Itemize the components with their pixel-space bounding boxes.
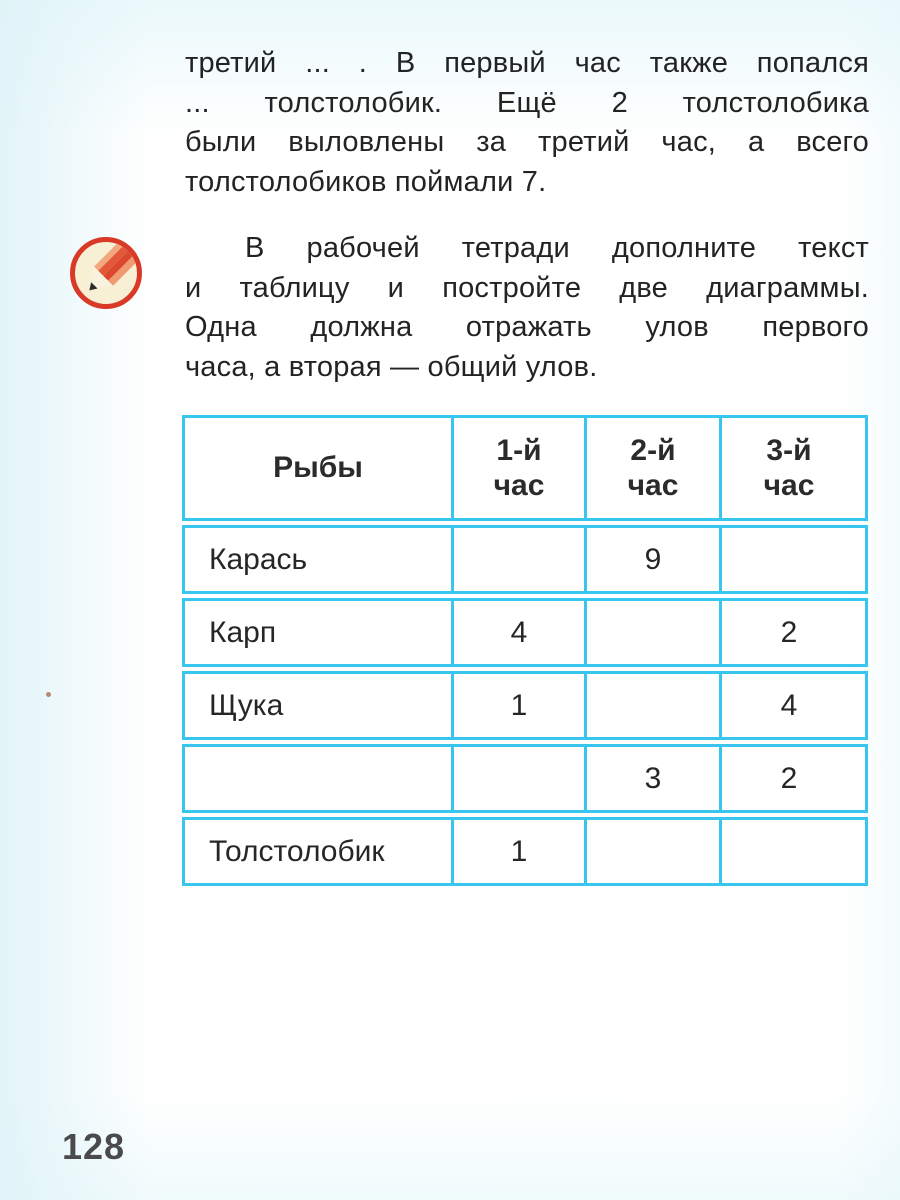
cell-fish: Карась xyxy=(209,542,308,576)
header-hour-1-num: 1-й xyxy=(496,434,542,467)
table-row xyxy=(182,671,868,740)
cell-hour3: 4 xyxy=(719,674,856,737)
cell-hour1 xyxy=(451,528,584,591)
pencil-icon-svg xyxy=(69,236,143,310)
header-fish: Рыбы xyxy=(273,451,363,484)
header-hour-1-word: час xyxy=(493,469,545,502)
text-line: часа, а вторая — общий улов. xyxy=(185,350,598,383)
cell-hour1: 4 xyxy=(451,601,584,664)
header-hour-3-num: 3-й xyxy=(766,434,812,467)
task-paragraph xyxy=(185,229,869,387)
text-line: Одна должна отражать улов первого xyxy=(185,311,869,343)
cell-fish: Щука xyxy=(209,688,284,722)
cell-hour3 xyxy=(719,820,856,883)
header-hour-2 xyxy=(584,418,719,518)
text-line: В рабочей тетради дополните текст xyxy=(245,232,869,264)
table-row xyxy=(182,598,868,667)
text-line: третий ... . В первый час также попался xyxy=(185,47,869,79)
intro-paragraph xyxy=(185,44,869,202)
page-number: 128 xyxy=(62,1126,126,1167)
text-line: и таблицу и постройте две диаграммы. xyxy=(185,271,869,304)
header-hour-1 xyxy=(451,418,584,518)
cell-fish: Толстолобик xyxy=(209,834,385,868)
cell-hour2 xyxy=(584,820,719,883)
scan-artifact-dot xyxy=(46,692,51,697)
text-line: были выловлены за третий час, а всего xyxy=(185,126,869,158)
cell-hour3: 2 xyxy=(719,747,856,810)
cell-hour3 xyxy=(719,528,856,591)
cell-hour2: 9 xyxy=(584,528,719,591)
header-hour-2-word: час xyxy=(627,469,679,502)
catch-table xyxy=(182,415,868,890)
header-hour-3 xyxy=(719,418,856,518)
table-row xyxy=(182,817,868,886)
text-line: толстолобиков поймали 7. xyxy=(185,165,547,198)
cell-hour1: 1 xyxy=(451,674,584,737)
header-hour-3-word: час xyxy=(763,469,815,502)
table-header-row xyxy=(182,415,868,521)
cell-hour2 xyxy=(584,601,719,664)
cell-fish xyxy=(185,747,451,810)
text-line: ... толстолобик. Ещё 2 толстолобика xyxy=(185,86,869,119)
cell-fish: Карп xyxy=(209,615,277,649)
cell-hour3: 2 xyxy=(719,601,856,664)
cell-hour2: 3 xyxy=(584,747,719,810)
header-hour-2-num: 2-й xyxy=(630,434,676,467)
cell-hour1: 1 xyxy=(451,820,584,883)
cell-hour2 xyxy=(584,674,719,737)
pencil-icon xyxy=(69,236,143,310)
table-row xyxy=(182,744,868,813)
cell-hour1 xyxy=(451,747,584,810)
table-row xyxy=(182,525,868,594)
